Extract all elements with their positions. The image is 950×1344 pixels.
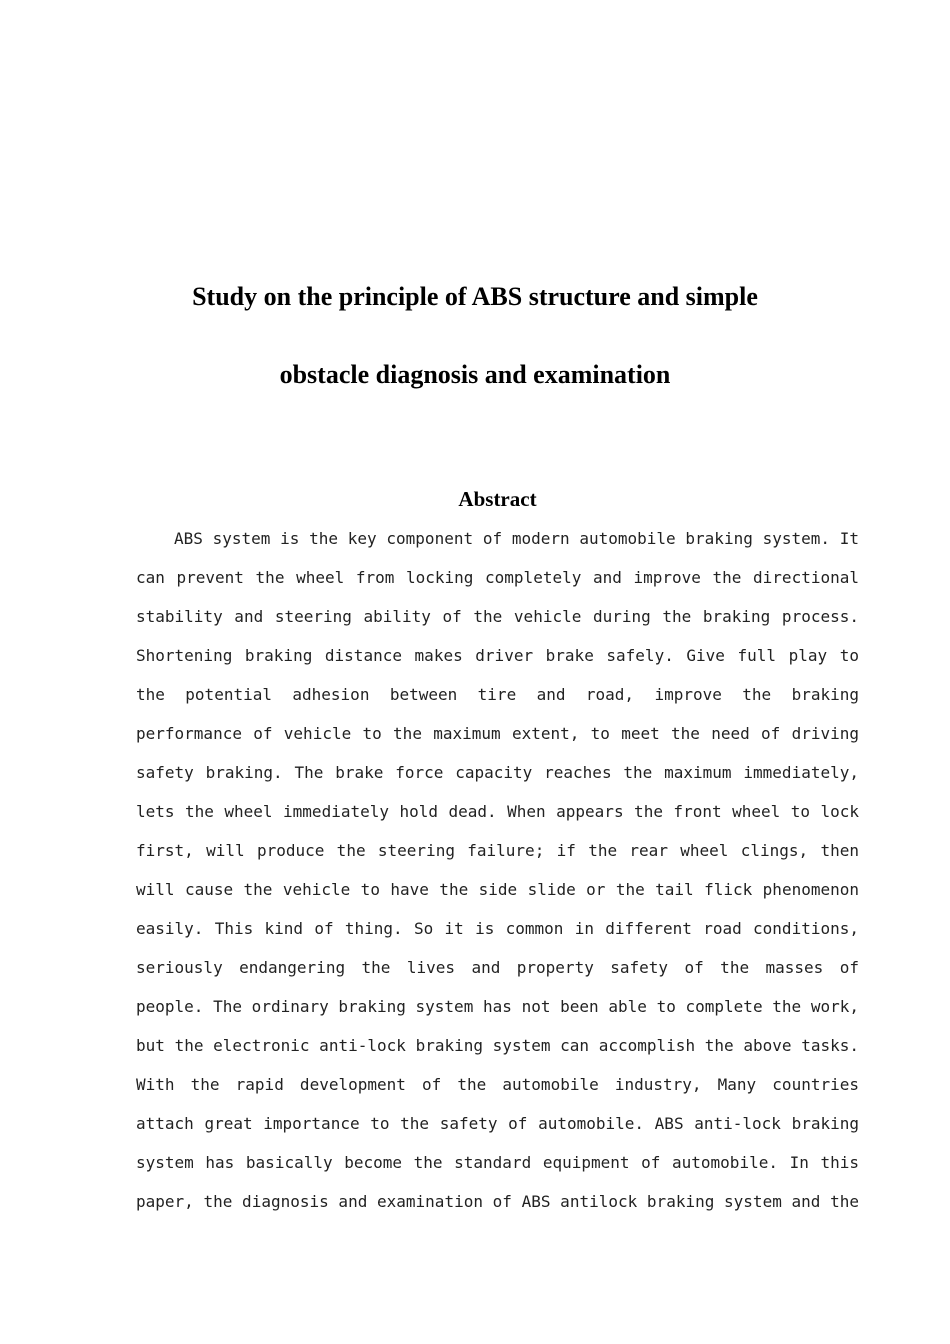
paper-title-line-1: Study on the principle of ABS structure and simple xyxy=(192,282,758,311)
abstract-line: people. The ordinary braking system has not been able to complete the work, xyxy=(136,997,859,1016)
paper-title-line-2: obstacle diagnosis and examination xyxy=(279,360,671,389)
abstract-line: performance of vehicle to the maximum extent, to meet the need of driving xyxy=(136,724,859,743)
abstract-line: will cause the vehicle to have the side slide or the tail flick phenomenon xyxy=(136,880,859,899)
abstract-heading: Abstract xyxy=(458,487,537,511)
abstract-line: easily. This kind of thing. So it is common in different road conditions, xyxy=(136,919,859,938)
abstract-line: lets the wheel immediately hold dead. When appears the front wheel to lock xyxy=(136,802,859,821)
abstract-body xyxy=(136,524,859,1226)
abstract-line: the potential adhesion between tire and road, improve the braking xyxy=(136,685,859,704)
abstract-line: attach great importance to the safety of automobile. ABS anti-lock braking xyxy=(136,1114,859,1133)
abstract-line: first, will produce the steering failure; if the rear wheel clings, then xyxy=(136,841,859,860)
abstract-line: With the rapid development of the automobile industry, Many countries xyxy=(136,1075,859,1094)
abstract-line: safety braking. The brake force capacity reaches the maximum immediately, xyxy=(136,763,859,782)
abstract-line: stability and steering ability of the vehicle during the braking process. xyxy=(136,607,859,626)
abstract-line: ABS system is the key component of modern automobile braking system. It xyxy=(174,529,859,548)
abstract-line: Shortening braking distance makes driver brake safely. Give full play to xyxy=(136,646,859,665)
abstract-line: system has basically become the standard equipment of automobile. In this xyxy=(136,1153,859,1172)
abstract-line: seriously endangering the lives and property safety of the masses of xyxy=(136,958,859,977)
abstract-line: but the electronic anti-lock braking system can accomplish the above tasks. xyxy=(136,1036,859,1055)
abstract-line: paper, the diagnosis and examination of ABS antilock braking system and the xyxy=(136,1192,859,1211)
abstract-line: can prevent the wheel from locking completely and improve the directional xyxy=(136,568,859,587)
